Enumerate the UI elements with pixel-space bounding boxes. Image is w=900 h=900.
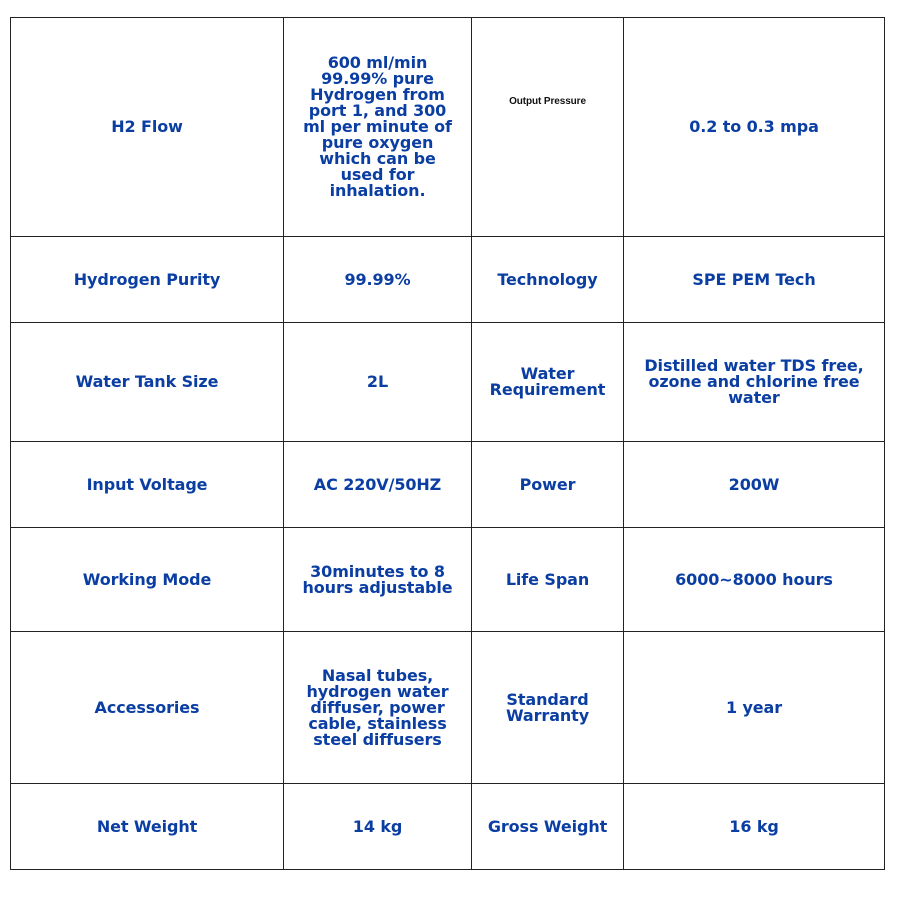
spec-label: Accessories bbox=[11, 632, 284, 784]
spec-value: 0.2 to 0.3 mpa bbox=[624, 18, 885, 237]
table-row bbox=[11, 237, 885, 323]
spec-label: Gross Weight bbox=[472, 784, 624, 870]
spec-value: 1 year bbox=[624, 632, 885, 784]
table-row bbox=[11, 18, 885, 237]
specifications-table bbox=[10, 17, 885, 870]
table-row bbox=[11, 784, 885, 870]
spec-value: 30minutes to 8 hours adjustable bbox=[284, 528, 472, 632]
spec-label: Standard Warranty bbox=[472, 632, 624, 784]
table-row bbox=[11, 442, 885, 528]
spec-value: 16 kg bbox=[624, 784, 885, 870]
spec-label: Net Weight bbox=[11, 784, 284, 870]
spec-value: Nasal tubes, hydrogen water diffuser, power cable, stainless steel diffusers bbox=[284, 632, 472, 784]
table-row bbox=[11, 323, 885, 442]
spec-label: Power bbox=[472, 442, 624, 528]
spec-value: SPE PEM Tech bbox=[624, 237, 885, 323]
spec-label: Output Pressure bbox=[472, 18, 624, 237]
spec-value: 2L bbox=[284, 323, 472, 442]
spec-value: 14 kg bbox=[284, 784, 472, 870]
spec-label: Hydrogen Purity bbox=[11, 237, 284, 323]
spec-value: AC 220V/50HZ bbox=[284, 442, 472, 528]
spec-label: Working Mode bbox=[11, 528, 284, 632]
spec-value: 99.99% bbox=[284, 237, 472, 323]
spec-value: Distilled water TDS free, ozone and chlorine free water bbox=[624, 323, 885, 442]
spec-label: H2 Flow bbox=[11, 18, 284, 237]
table-row bbox=[11, 632, 885, 784]
spec-value: 200W bbox=[624, 442, 885, 528]
spec-label: Input Voltage bbox=[11, 442, 284, 528]
spec-label: Water Requirement bbox=[472, 323, 624, 442]
spec-value: 600 ml/min 99.99% pure Hydrogen from port 1, and 300 ml per minute of pure oxygen which can be used for inhalation. bbox=[284, 18, 472, 237]
spec-label: Life Span bbox=[472, 528, 624, 632]
spec-label: Technology bbox=[472, 237, 624, 323]
spec-value: 6000~8000 hours bbox=[624, 528, 885, 632]
table-row bbox=[11, 528, 885, 632]
spec-label: Water Tank Size bbox=[11, 323, 284, 442]
